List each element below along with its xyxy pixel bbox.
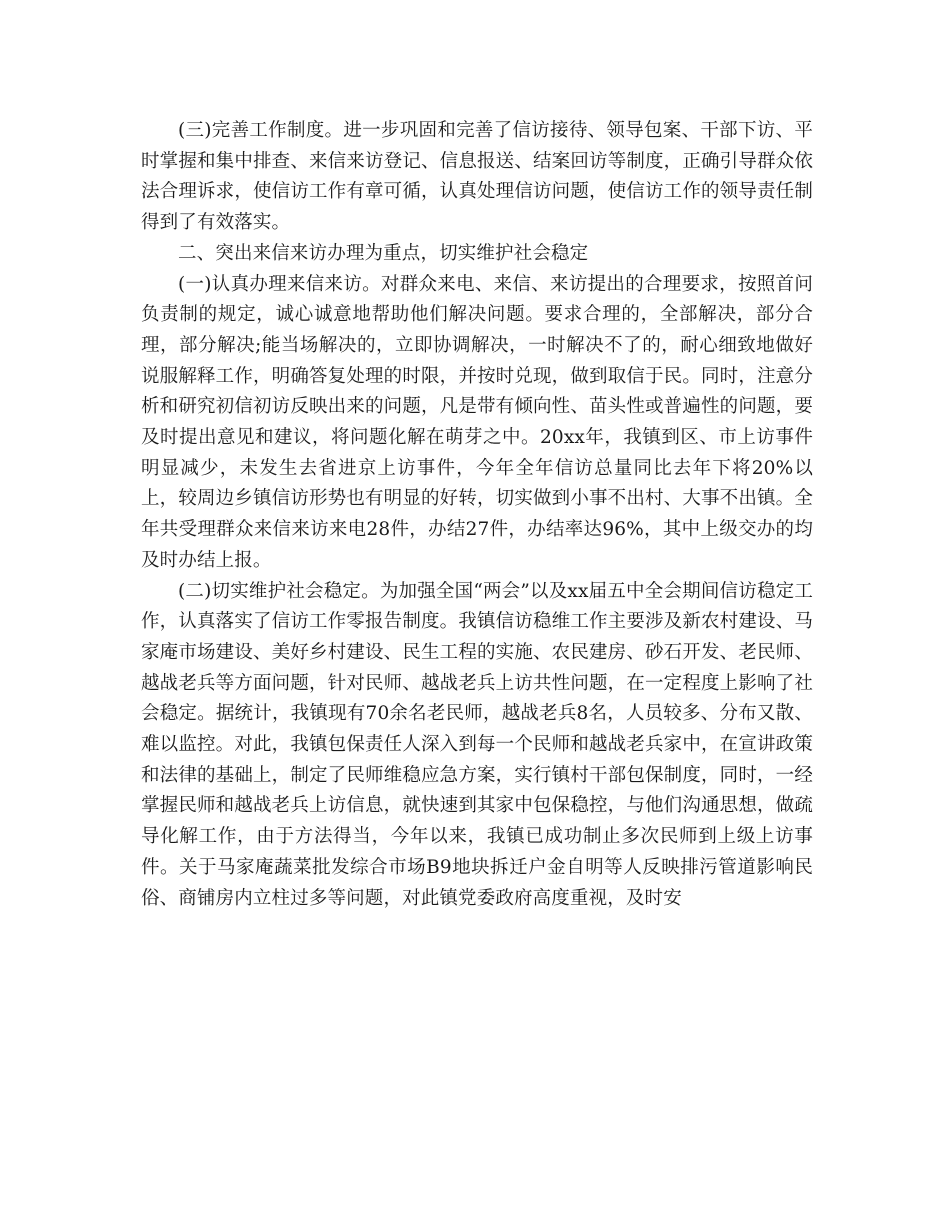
paragraph-maintain-stability: (二)切实维护社会稳定。为加强全国“两会”以及xx届五中全会期间信访稳定工作，认真落实了信访工作零报告制度。我镇信访稳维工作主要涉及新农村建设、马家庵市场建设、美好乡村建设、民生工程的实施、农民建房、砂石开发、老民师、越战老兵等方面问题，针对民师、越战老兵上访共性问题，在一定程度上影响了社会稳定。据统计，我镇现有70余名老民师，越战老兵8名，人员较多、分布又散、难以监控。对此，我镇包保责任人深入到每一个民师和越战老兵家中，在宣讲政策和法律的基础上，制定了民师维稳应急方案，实行镇村干部包保制度，同时，一经掌握民师和越战老兵上访信息，就快速到其家中包保稳控，与他们沟通思想，做疏导化解工作，由于方法得当，今年以来，我镇已成功制止多次民师到上级上访事件。关于马家庵蔬菜批发综合市场B9地块拆迁户金自明等人反映排污管道影响民俗、商铺房内立柱过多等问题，对此镇党委政府高度重视，及时安 [141,580,813,909]
paragraph-improve-system: (三)完善工作制度。进一步巩固和完善了信访接待、领导包案、干部下访、平时掌握和集中排查、来信来访登记、信息报送、结案回访等制度，正确引导群众依法合理诉求，使信访工作有章可循，认真处理信访问题，使信访工作的领导责任制得到了有效落实。 [141,120,813,234]
paragraph-handle-visits: (一)认真办理来信来访。对群众来电、来信、来访提出的合理要求，按照首问负责制的规定，诚心诚意地帮助他们解决问题。要求合理的，全部解决，部分合理，部分解决;能当场解决的，立即协调解决，一时解决不了的，耐心细致地做好说服解释工作，明确答复处理的时限，并按时兑现，做到取信于民。同时，注意分析和研究初信初访反映出来的问题，凡是带有倾向性、苗头性或普遍性的问题，要及时提出意见和建议，将问题化解在萌芽之中。20xx年，我镇到区、市上访事件明显减少，未发生去省进京上访事件，今年全年信访总量同比去年下将20%以上，较周边乡镇信访形势也有明显的好转，切实做到小事不出村、大事不出镇。全年共受理群众来信来访来电28件，办结27件，办结率达96%，其中上级交办的均及时办结上报。 [141,273,813,571]
section-heading-2: 二、突出来信来访办理为重点，切实维护社会稳定 [178,242,589,264]
document-body [141,116,813,914]
